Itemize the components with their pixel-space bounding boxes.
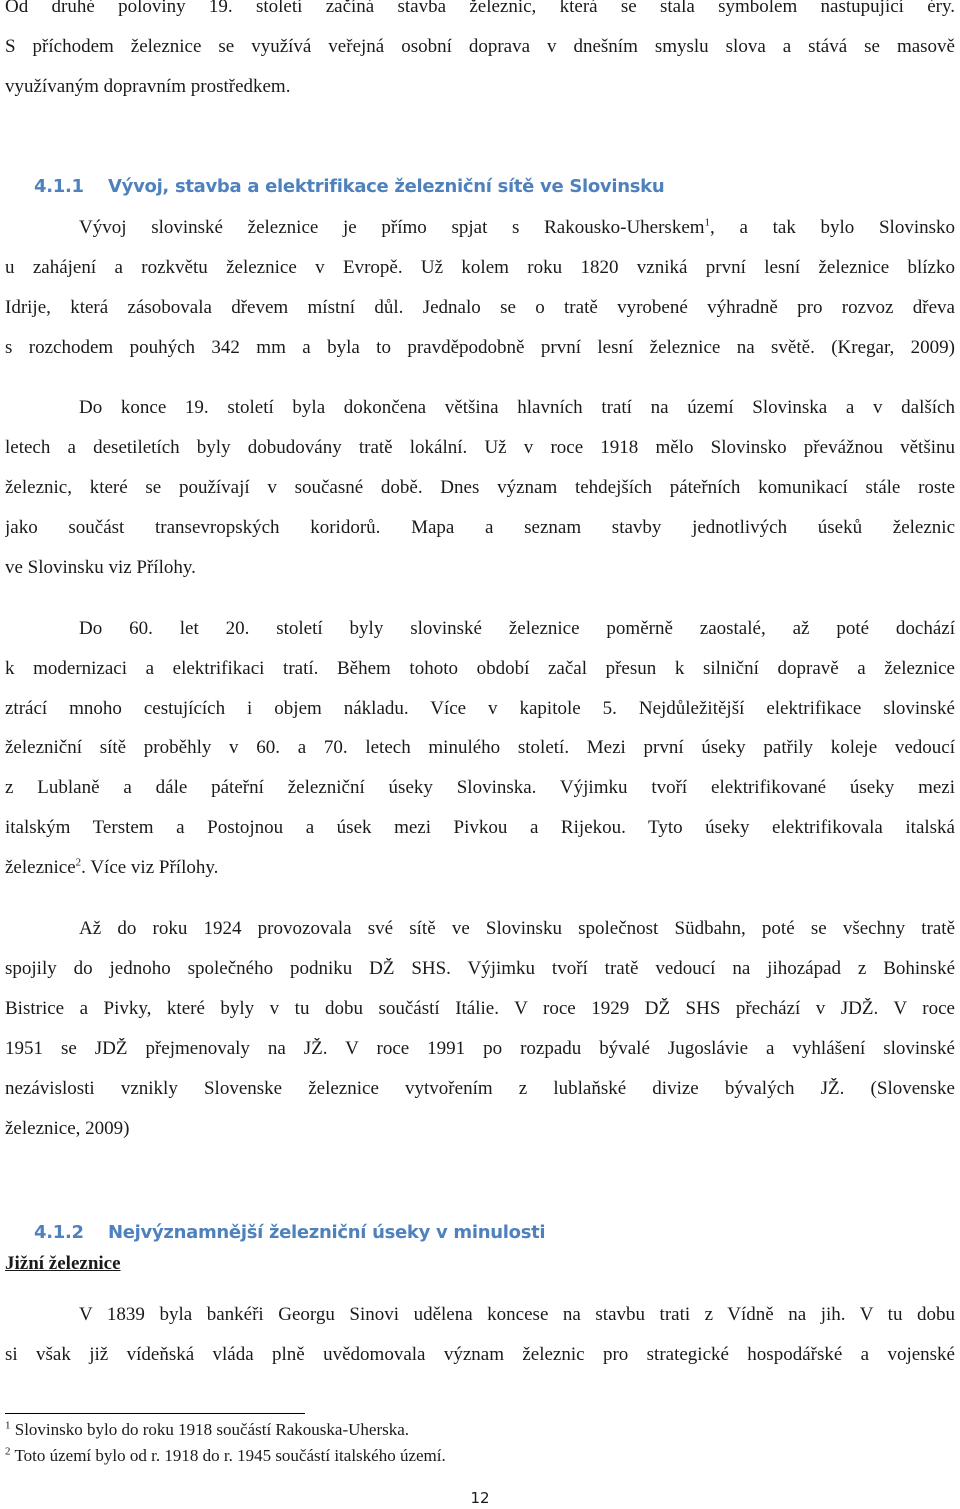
text-line: 1951 se JDŽ přejmenovaly na JŽ. V roce 1991 po rozpadu bývalé Jugoslávie a vyhlášení slovinské	[5, 1038, 955, 1059]
text-line: železnice, 2009)	[5, 1118, 130, 1139]
section-title: Nejvýznamnější železniční úseky v minulosti	[108, 1222, 546, 1243]
text-line: Vývoj slovinské železnice je přímo spjat s Rakousko-Uherskem$^1$, a tak bylo Slovinsko	[79, 217, 955, 238]
subheading: Jižní železnice	[5, 1253, 121, 1274]
text-line: Idrije, která zásobovala dřevem místní důl. Jednalo se o tratě vyrobené výhradně pro rozvoz dřeva	[5, 297, 955, 318]
section-title: Vývoj, stavba a elektrifikace železniční sítě ve Slovinsku	[108, 176, 665, 197]
section-heading-412	[34, 1222, 955, 1243]
text-line: k modernizaci a elektrifikaci tratí. Během tohoto období začal přesun k silniční dopravě a železnice	[5, 658, 955, 679]
footnote: $^1$ Slovinsko bylo do roku 1918 součástí Rakouska-Uherska.	[5, 1419, 410, 1439]
text-line: Bistrice a Pivky, které byly v tu dobu součástí Itálie. V roce 1929 DŽ SHS přechází v JDŽ. V roce	[5, 998, 955, 1019]
text-line: italským Terstem a Postojnou a úsek mezi Pivkou a Rijekou. Tyto úseky elektrifikovala italská	[5, 817, 955, 838]
text-line: nezávislosti vznikly Slovenske železnice vytvořením z lublaňské divize bývalých JŽ. (Slovenske	[5, 1078, 955, 1099]
section-number: 4.1.1	[34, 176, 84, 197]
text-line: železniční sítě proběhly v 60. a 70. letech minulého století. Mezi první úseky patřily koleje vedoucí	[5, 737, 955, 758]
text-line: železnice$^2$. Více viz Přílohy.	[5, 856, 219, 878]
text-line: S příchodem železnice se využívá veřejná osobní doprava v dnešním smyslu slova a stává se masově	[5, 36, 955, 57]
section-heading-411	[34, 176, 955, 197]
text-line: Od druhé poloviny 19. století začíná stavba železnic, která se stala symbolem nastupující éry.	[5, 0, 955, 17]
footnote: $^2$ Toto území bylo od r. 1918 do r. 1945 součástí italského území.	[5, 1445, 446, 1465]
text-line: jako součást transevropských koridorů. Mapa a seznam stavby jednotlivých úseků železnic	[5, 517, 955, 538]
text-line: u zahájení a rozkvětu železnice v Evropě. Už kolem roku 1820 vzniká první lesní železnice blízko	[5, 257, 955, 278]
page-number: 12	[470, 1489, 490, 1507]
text-line: s rozchodem pouhých 342 mm a byla to pravděpodobně první lesní železnice na světě. (Kregar, 2009)	[5, 337, 955, 358]
text-line: využívaným dopravním prostředkem.	[5, 76, 291, 97]
text-line: spojily do jednoho společného podniku DŽ SHS. Výjimku tvoří tratě vedoucí na jihozápad z Bohinské	[5, 958, 955, 979]
text-line: ve Slovinsku viz Přílohy.	[5, 557, 196, 578]
footnote-ref: 1	[704, 217, 711, 229]
text-line: ztrácí mnoho cestujících i objem nákladu. Více v kapitole 5. Nejdůležitější elektrifikace slovinské	[5, 698, 955, 719]
footnote-ref: 2	[75, 856, 82, 869]
text-line: železnic, které se používají v současné době. Dnes význam tehdejších páteřních komunikací stále roste	[5, 477, 955, 498]
footnote-separator	[5, 1413, 305, 1414]
section-number: 4.1.2	[34, 1222, 84, 1243]
text-line: Do 60. let 20. století byly slovinské železnice poměrně zaostalé, až poté dochází	[79, 618, 955, 639]
text-line: letech a desetiletích byly dobudovány tratě lokální. Už v roce 1918 mělo Slovinsko převážnou většinu	[5, 437, 955, 458]
text-line: V 1839 byla bankéři Georgu Sinovi udělena koncese na stavbu trati z Vídně na jih. V tu dobu	[79, 1304, 955, 1325]
text-line: z Lublaně a dále páteřní železniční úseky Slovinska. Výjimku tvoří elektrifikované úseky mezi	[5, 777, 955, 798]
text-line: Až do roku 1924 provozovala své sítě ve Slovinsku společnost Südbahn, poté se všechny tratě	[79, 918, 955, 939]
text-line: si však již vídeňská vláda plně uvědomovala význam železnic pro strategické hospodářské a vojenské	[5, 1344, 955, 1365]
text-line: Do konce 19. století byla dokončena většina hlavních tratí na území Slovinska a v dalších	[79, 397, 955, 418]
